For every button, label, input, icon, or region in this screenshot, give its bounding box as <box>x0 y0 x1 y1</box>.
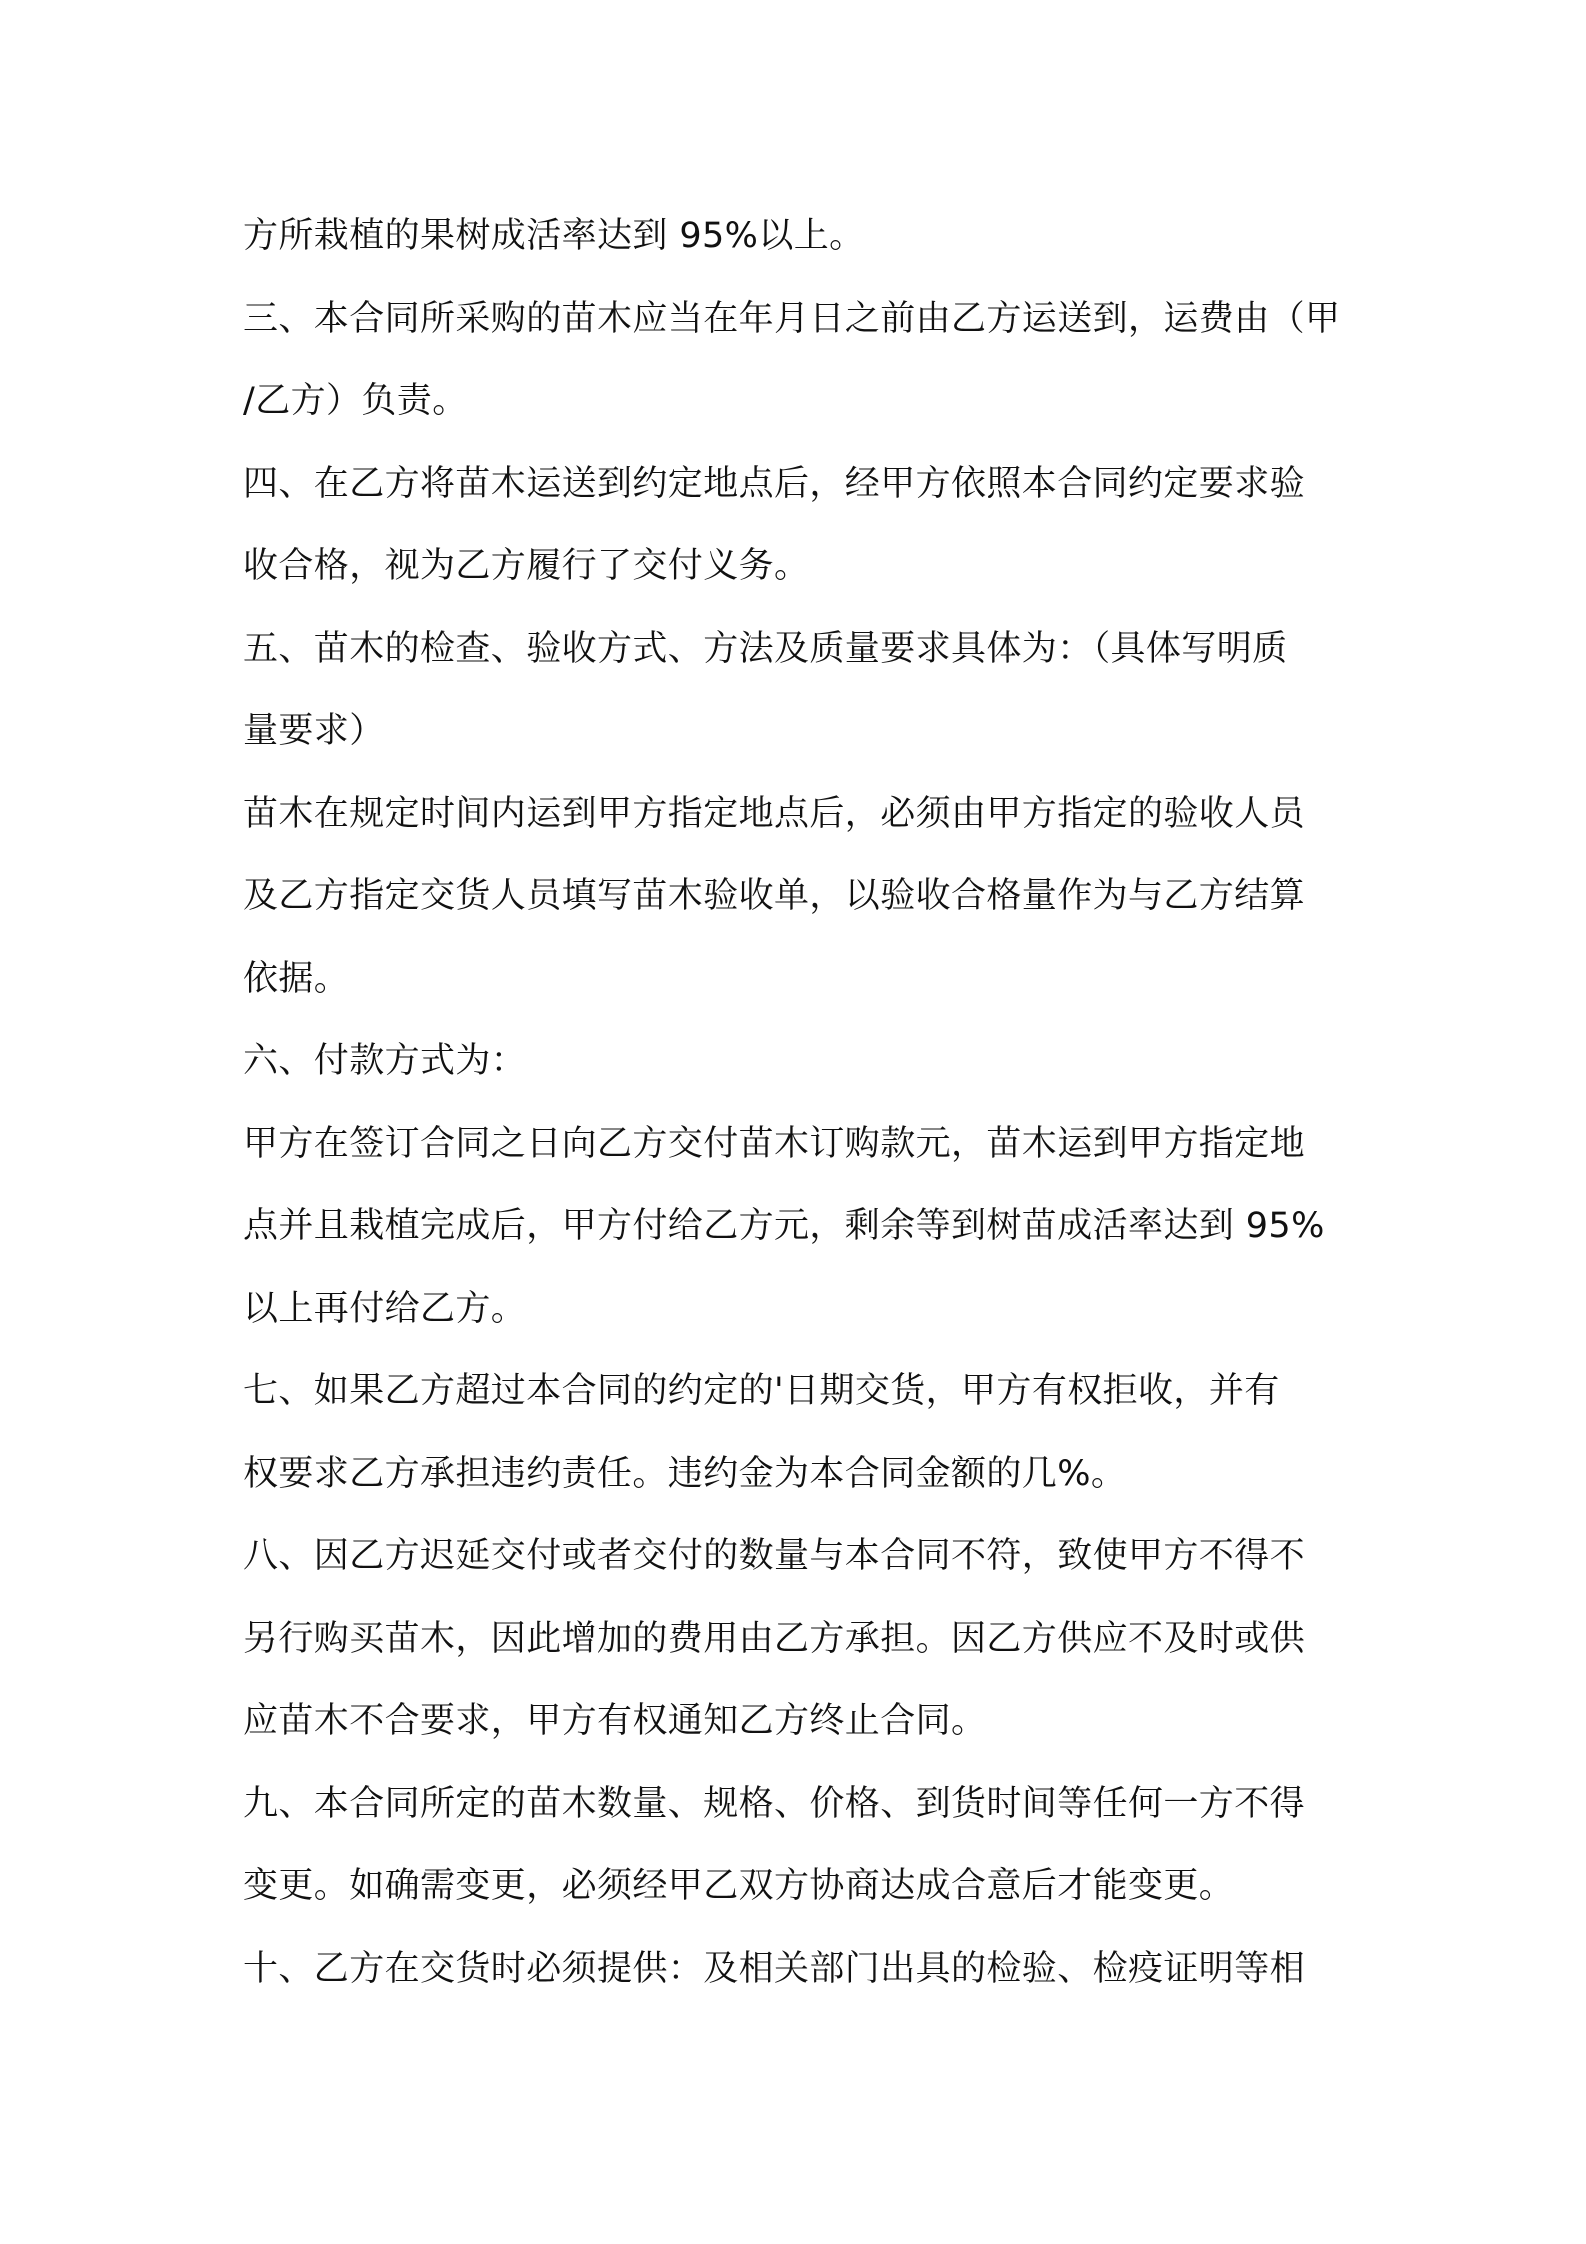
text-line-2: 三、本合同所采购的苗木应当在年月日之前由乙方运送到，运费由（甲 <box>243 298 1341 339</box>
text-line-11: 六、付款方式为： <box>243 1041 527 1081</box>
text-line-18: 另行购买苗木，因此增加的费用由乙方承担。因乙方供应不及时或供 <box>243 1618 1306 1659</box>
text-line-17: 八、因乙方迟延交付或者交付的数量与本合同不符，致使甲方不得不 <box>243 1536 1306 1576</box>
text-line-12: 甲方在签订合同之日向乙方交付苗木订购款元，苗木运到甲方指定地 <box>243 1123 1306 1164</box>
contract-text <box>243 195 1363 2010</box>
text-line-22: 十、乙方在交货时必须提供：及相关部门出具的检验、检疫证明等相 <box>243 1948 1306 1989</box>
text-line-10: 依据。 <box>243 958 350 999</box>
text-line-20: 九、本合同所定的苗木数量、规格、价格、到货时间等任何一方不得 <box>243 1783 1306 1824</box>
text-line-7: 量要求） <box>243 711 385 751</box>
text-line-9: 及乙方指定交货人员填写苗木验收单，以验收合格量作为与乙方结算 <box>243 876 1306 916</box>
text-line-19: 应苗木不合要求，甲方有权通知乙方终止合同。 <box>243 1701 987 1741</box>
text-line-16: 权要求乙方承担违约责任。违约金为本合同金额的几%。 <box>243 1453 1127 1494</box>
text-line-14: 以上再付给乙方。 <box>243 1288 527 1329</box>
text-line-8: 苗木在规定时间内运到甲方指定地点后，必须由甲方指定的验收人员 <box>243 793 1306 834</box>
text-line-21: 变更。如确需变更，必须经甲乙双方协商达成合意后才能变更。 <box>243 1866 1235 1906</box>
text-line-15: 七、如果乙方超过本合同的约定的'日期交货，甲方有权拒收，并有 <box>243 1371 1280 1411</box>
text-line-3: /乙方）负责。 <box>243 381 468 421</box>
text-line-6: 五、苗木的检查、验收方式、方法及质量要求具体为：（具体写明质 <box>243 628 1288 669</box>
text-line-13: 点并且栽植完成后，甲方付给乙方元，剩余等到树苗成活率达到 95% <box>243 1206 1325 1246</box>
text-line-5: 收合格，视为乙方履行了交付义务。 <box>243 546 810 586</box>
text-line-4: 四、在乙方将苗木运送到约定地点后，经甲方依照本合同约定要求验 <box>243 463 1306 504</box>
text-line-1: 方所栽植的果树成活率达到 95%以上。 <box>243 216 865 256</box>
